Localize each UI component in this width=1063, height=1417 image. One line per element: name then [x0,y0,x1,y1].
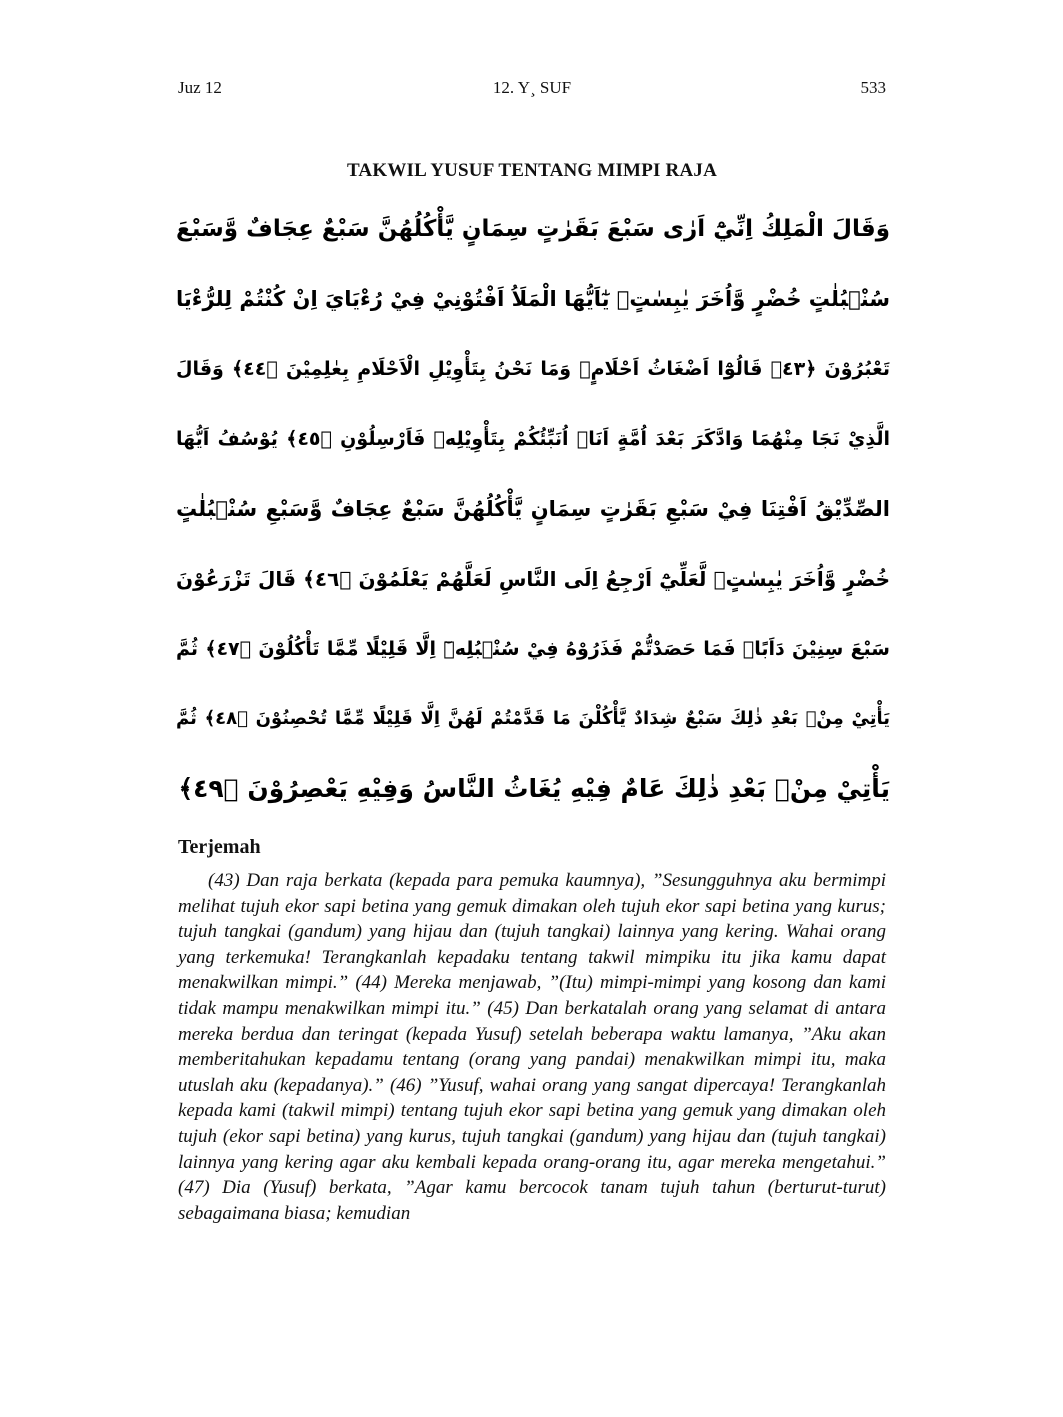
arabic-line: سُنْۢبُلٰتٍ خُضْرٍ وَّاُخَرَ يٰبِسٰتٍۗ يٰٓاَيُّهَا الْمَلَاُ اَفْتُوْنِيْ فِيْ رُءْيَايَ اِنْ كُنْتُمْ لِلرُّءْيَا [176,287,890,311]
arabic-verses [176,196,890,826]
arabic-line: الصِّدِّيْقُ اَفْتِنَا فِيْ سَبْعِ بَقَرٰتٍ سِمَانٍ يَّأْكُلُهُنَّ سَبْعٌ عِجَافٌ وَّسَبْعِ سُنْۢبُلٰتٍ [176,497,890,521]
translation-body: (43) Dan raja berkata (kepada para pemuka kaumnya), ”Sesungguhnya aku bermimpi melihat tujuh ekor sapi betina yang gemuk dimakan oleh tujuh ekor sapi betina yang kurus; tujuh tangkai (gandum) yang hijau dan (tujuh tangkai) lainnya yang kering. Wahai orang yang terkemuka! Terangkanlah kepadaku tentang takwil mimpiku itu jika kamu dapat menakwilkan mimpi.” (44) Mereka menjawab, ”(Itu) mimpi-mimpi yang kosong dan kami tidak mampu menakwilkan mimpi itu.” (45) Dan berkatalah orang yang selamat di antara mereka berdua dan teringat (kepada Yusuf) setelah beberapa waktu lamanya, ”Aku akan memberitahukan kepadamu tentang (orang yang pandai) menakwilkan mimpi itu, maka utuslah aku (kepadanya).” (46) ”Yusuf, wahai orang yang sangat dipercaya! Terangkanlah kepada kami (takwil mimpi) tentang tujuh ekor sapi betina yang gemuk yang dimakan oleh tujuh (ekor sapi betina) yang kurus, tujuh tangkai (gandum) yang hijau dan (tujuh tangkai) lainnya yang kering agar aku kembali kepada orang-orang itu, agar mereka mengetahui.” (47) Dia (Yusuf) berkata, ”Agar kamu bercocok tanam tujuh tahun (berturut-turut) sebagaimana biasa; kemudian [178,870,886,1224]
translation-heading: Terjemah [178,836,261,858]
arabic-line: الَّذِيْ نَجَا مِنْهُمَا وَادَّكَرَ بَعْدَ اُمَّةٍ اَنَا۠ اُنَبِّئُكُمْ بِتَأْوِيْلِهٖ فَاَرْسِلُوْنِ ﴿٤٥﴾ يُوْسُفُ اَيُّهَا [176,428,890,450]
arabic-line: سَبْعَ سِنِيْنَ دَاَبًاۚ فَمَا حَصَدْتُّمْ فَذَرُوْهُ فِيْ سُنْۢبُلِهٖٓ اِلَّا قَلِيْلًا مِّمَّا تَأْكُلُوْنَ ﴿٤٧﴾ ثُمَّ [176,638,890,660]
section-title: TAKWIL YUSUF TENTANG MIMPI RAJA [346,160,718,181]
arabic-line: يَأْتِيْ مِنْۢ بَعْدِ ذٰلِكَ سَبْعٌ شِدَادٌ يَّأْكُلْنَ مَا قَدَّمْتُمْ لَهُنَّ اِلَّا قَلِيْلًا مِّمَّا تُحْصِنُوْنَ ﴿٤٨﴾ ثُمَّ [176,708,890,729]
juz-label: Juz 12 [178,78,222,97]
arabic-line: تَعْبُرُوْنَ ﴿٤٣﴾ قَالُوْٓا اَضْغَاثُ اَحْلَامٍۚ وَمَا نَحْنُ بِتَأْوِيْلِ الْاَحْلَامِ بِعٰلِمِيْنَ ﴿٤٤﴾ وَقَالَ [176,358,890,380]
arabic-line: يَأْتِيْ مِنْۢ بَعْدِ ذٰلِكَ عَامٌ فِيْهِ يُغَاثُ النَّاسُ وَفِيْهِ يَعْصِرُوْنَ ﴿٤٩﴾ [178,774,890,803]
surah-title: 12. Y¸ SUF [492,78,572,97]
page-number: 533 [860,78,886,97]
arabic-line: خُضْرٍ وَّاُخَرَ يٰبِسٰتٍۙ لَّعَلِّيْٓ اَرْجِعُ اِلَى النَّاسِ لَعَلَّهُمْ يَعْلَمُوْنَ ﴿٤٦﴾ قَالَ تَزْرَعُوْنَ [176,567,890,591]
running-header [178,78,886,102]
arabic-line: وَقَالَ الْمَلِكُ اِنِّيْٓ اَرٰى سَبْعَ بَقَرٰتٍ سِمَانٍ يَّأْكُلُهُنَّ سَبْعٌ عِجَافٌ وَّسَبْعَ [176,216,890,242]
